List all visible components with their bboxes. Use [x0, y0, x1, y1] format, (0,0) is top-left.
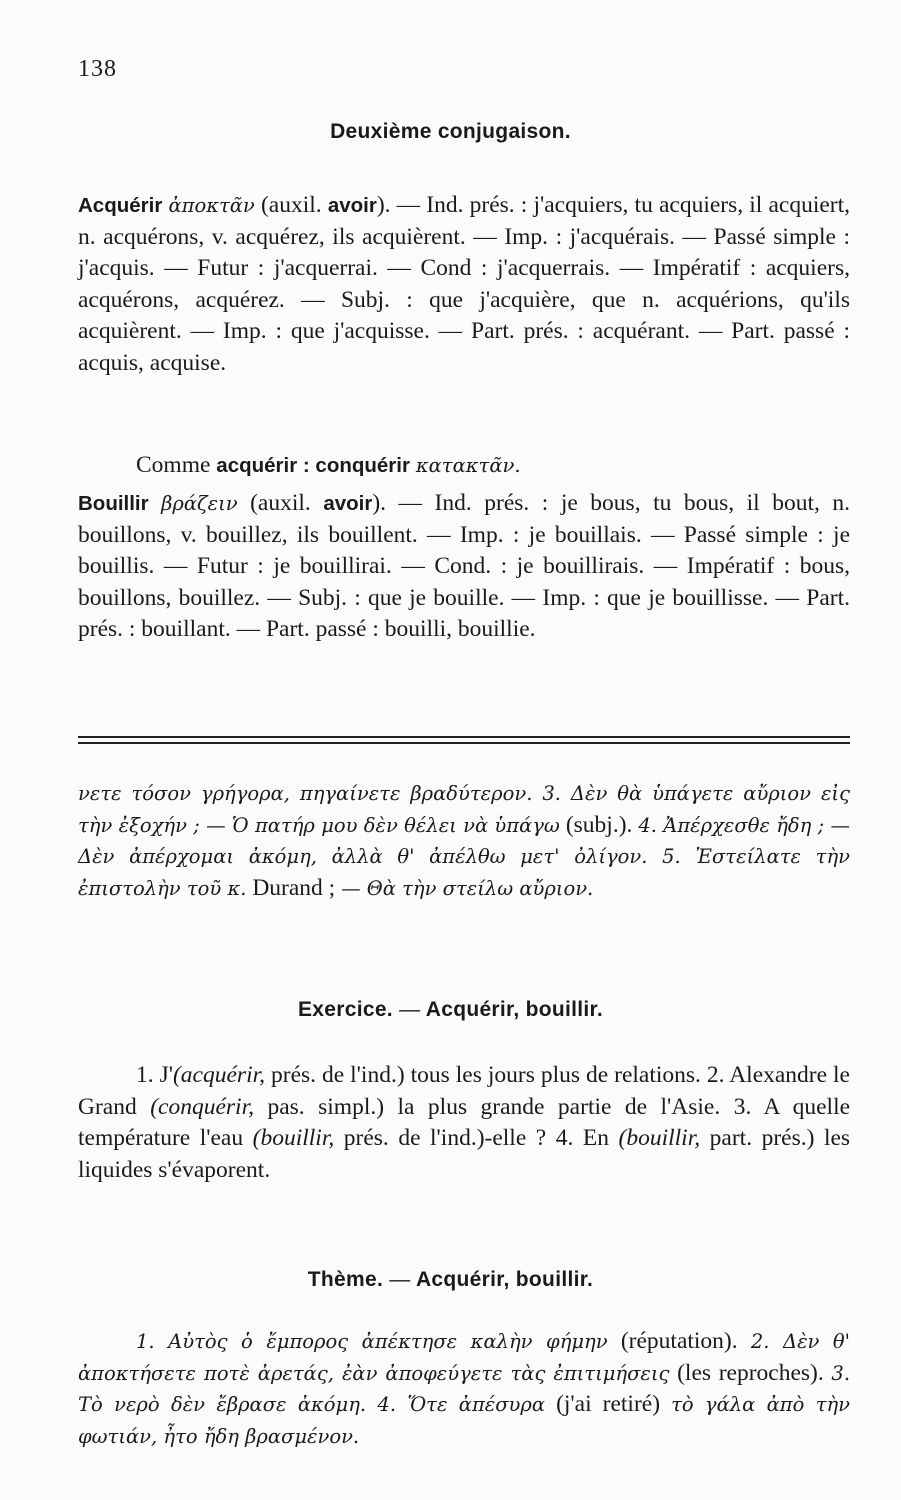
- section-heading: Deuxième conjugaison.: [330, 120, 571, 143]
- exercice-italic-2: (conquérir,: [150, 1093, 254, 1120]
- comme-greek: κατακτᾶν.: [415, 454, 521, 477]
- acquerir-paragraph: [78, 190, 850, 380]
- exercice-label: Exercice.: [297, 998, 393, 1021]
- theme-dash: —: [389, 1268, 411, 1291]
- bouillir-auxil-verb: avoir: [323, 492, 373, 515]
- exercice-part-3: pas. simpl.) la plus grande partie de l'Asie. 3. A quelle température l'eau: [78, 1093, 851, 1152]
- theme-greek-3: 3. Τὸ νερὸ δὲν ἔβρασε ἀκόμη. 4. Ὅτε ἀπέσυρα: [78, 1361, 851, 1417]
- comme-line: [78, 450, 850, 482]
- greek-text-c: — Θὰ τὴν στείλω αὔριον.: [341, 876, 594, 900]
- bouillir-paragraph: [78, 488, 850, 646]
- theme-label: Thème.: [307, 1268, 384, 1291]
- exercice-italic-1: (acquérir,: [172, 1062, 266, 1088]
- separator-rule-top: [78, 736, 850, 738]
- exercice-part-2: prés. de l'ind.) tous les jours plus de relations. 2. Alexandre le Grand: [78, 1062, 850, 1120]
- greek-durand: Durand ;: [252, 874, 336, 901]
- theme-paragraph: [78, 1326, 850, 1452]
- greek-text-b: 4. Ἀπέρχεσθε ἤδη ; — Δὲν ἀπέρχομαι ἀκόμη, ἀλλὰ θ' ἀπέλθω μετ' ὀλίγον. 5. Ἐστείλατε τὴν ἐπιστολὴν τοῦ κ.: [78, 813, 850, 900]
- exercice-italic-4: (bouillir,: [618, 1125, 701, 1152]
- acquerir-auxil-prefix: (auxil.: [260, 192, 322, 218]
- theme-french-1: (réputation).: [620, 1328, 738, 1354]
- acquerir-auxil-verb: avoir: [327, 194, 377, 217]
- greek-paragraph: [78, 778, 850, 904]
- bouillir-greek: βράζειν: [161, 492, 238, 515]
- acquerir-term: Acquérir: [78, 194, 163, 217]
- exercice-part-5: part. prés.) les liquides s'évaporent.: [78, 1125, 851, 1183]
- theme-greek-4: τὸ γάλα ἀπὸ τὴν φωτιάν, ἦτο ἤδη βρασμένον.: [78, 1393, 851, 1448]
- greek-subj: (subj.).: [565, 811, 633, 838]
- exercice-title: Acquérir, bouillir.: [425, 998, 603, 1021]
- exercice-paragraph: [78, 1060, 850, 1186]
- exercice-part-4: prés. de l'ind.)-elle ? 4. En: [343, 1125, 609, 1152]
- exercice-heading: [0, 998, 901, 1022]
- exercice-italic-3: (bouillir,: [252, 1125, 335, 1152]
- theme-title: Acquérir, bouillir.: [415, 1268, 594, 1291]
- exercice-dash: —: [399, 998, 421, 1021]
- bouillir-conjugation: ). — Ind. prés. : je bous, tu bous, il bout, n. bouillons, v. bouillez, ils bouillent. — Imp. : je bouillais. — Passé simple : je bouillis. — Futur : je bouillirai. — Cond. : je bouillirais. — Impératif : bous, bouillons, bouillez. — Subj. : que je bouille. — Imp. : que je bouillisse. — Part. prés. : bouillant. — Part. passé : bouilli, bouillie.: [78, 490, 851, 643]
- greek-text-a: νετε τόσον γρήγορα, πηγαίνετε βραδύτερον. 3. Δὲν θὰ ὑπάγετε αὔριον εἰς τὴν ἐξοχήν ; — Ὁ πατήρ μου δὲν θέλει νὰ ὑπάγω: [78, 782, 850, 837]
- comme-term: acquérir : conquérir: [216, 454, 410, 477]
- theme-heading: [0, 1268, 901, 1292]
- theme-greek-2: 2. Δὲν θ' ἀποκτήσετε ποτὲ ἀρετάς, ἐὰν ἀποφεύγετε τὰς ἐπιτιμήσεις: [78, 1330, 851, 1385]
- page-number: 138: [78, 56, 117, 82]
- separator-rule-bottom: [78, 742, 850, 744]
- theme-french-2: (les reproches).: [677, 1359, 824, 1386]
- bouillir-auxil-prefix: (auxil.: [250, 490, 311, 516]
- exercice-part-1: 1. J': [136, 1062, 173, 1088]
- theme-greek-1: 1. Αὐτὸς ὁ ἔμπορος ἀπέκτησε καλὴν φήμην: [136, 1330, 608, 1353]
- acquerir-greek: ἀποκτᾶν: [168, 194, 255, 217]
- bouillir-term: Bouillir: [78, 492, 149, 515]
- comme-prefix: Comme: [136, 452, 211, 478]
- theme-french-3: (j'ai retiré): [556, 1391, 661, 1418]
- acquerir-conjugation: ). — Ind. prés. : j'acquiers, tu acquiers, il acquiert, n. acquérons, v. acquérez, ils acquièrent. — Imp. : j'acquérais. — Passé simple : j'acquis. — Futur : j'acquerrai. — Cond : j'acquerrais. — Impératif : acquiers, acquérons, acquérez. — Subj. : que j'acquière, que n. acquérions, qu'ils acquièrent. — Imp. : que j'acquisse. — Part. prés. : acquérant. — Part. passé : acquis, acquise.: [78, 192, 851, 376]
